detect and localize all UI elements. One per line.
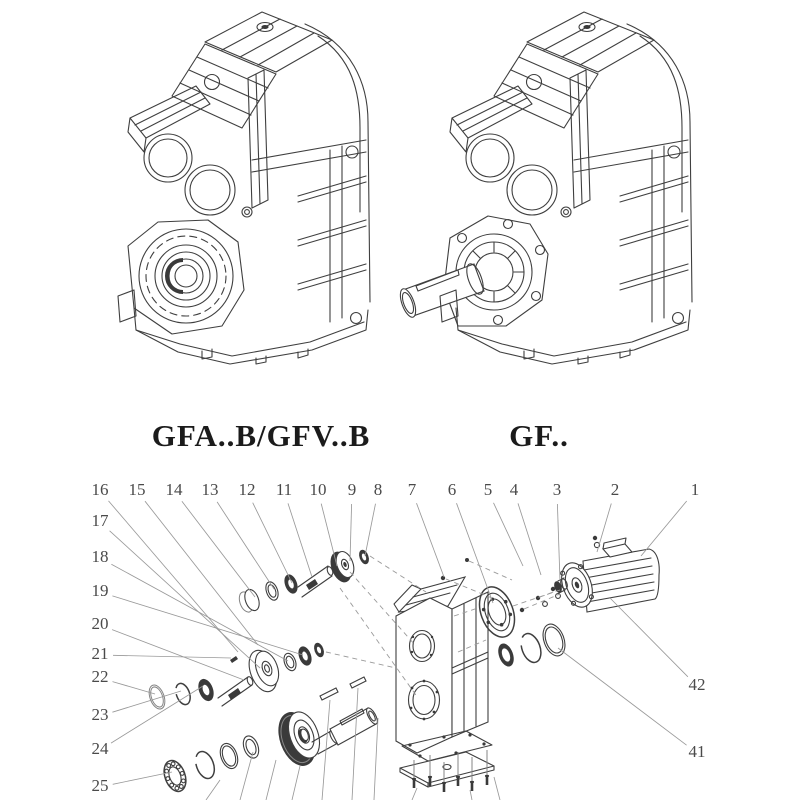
callout-number-15: 15 [128,479,146,499]
intermediate-shaft-assembly [146,641,326,711]
callout-number-21: 21 [91,643,109,663]
callout-number-2: 2 [610,479,620,499]
callout-leader-13 [217,502,274,589]
callout-number-7: 7 [407,479,417,499]
callout-leader-23 [112,691,181,712]
callout-leader-3 [557,504,560,581]
input-shaft-assembly [237,548,371,614]
callout-leader-1 [641,501,687,556]
callout-number-5: 5 [483,479,493,499]
callout-number-11: 11 [275,479,293,499]
callout-number-17: 17 [91,510,109,530]
model-label-gf: GF.. [509,418,569,453]
callout-leader-41 [558,648,687,745]
callout-number-6: 6 [447,479,457,499]
output-shaft-assembly [160,677,379,794]
callout-number-13: 13 [201,479,219,499]
callout-leader-9 [350,504,352,561]
callout-leader-20 [112,630,244,680]
callout-leader-18 [111,564,288,661]
callout-number-25: 25 [91,775,109,795]
callout-number-23: 23 [91,704,109,724]
callout-leader-5 [494,503,524,566]
callout-leader-4 [518,503,541,575]
callout-number-8: 8 [373,479,383,499]
callout-leader-14 [182,501,255,597]
callout-leader-12 [253,503,292,583]
exploded-parts-diagram [92,480,706,800]
callout-number-16: 16 [91,479,109,499]
callout-leader-7 [417,503,445,577]
model-label-gfab: GFA..B/GFV..B [151,418,371,453]
callout-number-18: 18 [91,546,109,566]
callout-number-42: 42 [688,674,706,694]
callout-number-19: 19 [91,580,109,600]
callout-leader-22 [113,682,156,694]
housing [394,577,488,753]
callout-number-41: 41 [688,741,706,761]
callout-leader-24 [111,686,203,743]
callout-number-14: 14 [165,479,183,499]
callout-number-22: 22 [91,666,109,686]
callout-leader-16 [109,501,239,652]
callout-number-9: 9 [347,479,357,499]
callout-leader-21 [113,655,231,658]
callout-number-3: 3 [552,479,562,499]
callout-number-10: 10 [309,479,327,499]
gearbox-iso-drawing-gfab [118,12,370,364]
callout-leader-10 [321,504,337,566]
callout-number-12: 12 [238,479,256,499]
callout-leader-25 [113,772,172,784]
callout-number-1: 1 [690,479,700,499]
callout-leader-19 [112,596,303,655]
callout-leader-42 [610,598,688,677]
callout-leader-6 [457,503,494,603]
gearbox-iso-drawing-gf [397,12,692,364]
motor [513,536,659,612]
callout-number-4: 4 [509,479,519,499]
callout-leader-11 [288,503,312,577]
callout-number-20: 20 [91,613,109,633]
callout-leader-8 [365,504,376,556]
callout-number-24: 24 [91,738,109,758]
